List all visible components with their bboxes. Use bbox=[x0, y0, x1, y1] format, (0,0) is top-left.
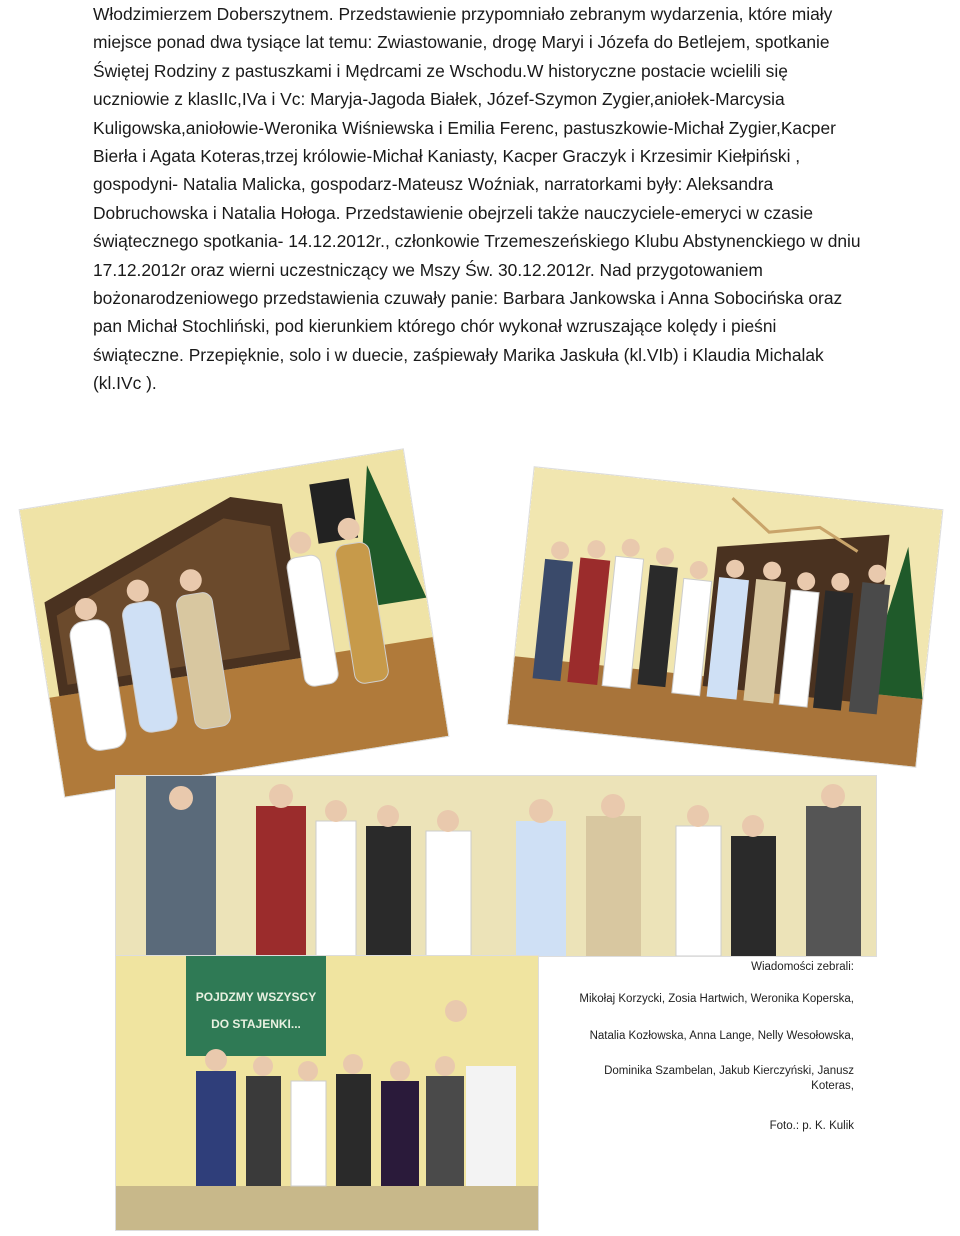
article-text: Włodzimierzem Doberszytnem. Przedstawienie przypomniało zebranym wydarzenia, które miały miejsce ponad dwa tysiące lat temu: Zwiastowanie, drogę Maryi i Józefa do Betlejem, spotkanie Świętej Rodziny z pastuszkami i Mędrcami ze Wschodu.W historyczne postacie wcielili się uczniowie z klasIIc,IVa i Vc: Maryja-Jagoda Białek, Józef-Szymon Zygier,aniołek-Marcysia Kuligowska,aniołowie-Weronika Wiśniewska i Emilia Ferenc, pastuszkowie-Michał Zygier,Kacper Bierła i Agata Koteras,trzej królowie-Michał Kaniasty, Kacper Graczyk i Krzesimir Kiełpiński , gospodyni- Natalia Malicka, gospodarz-Mateusz Woźniak, narratorkami były: Aleksandra Dobruchowska i Natalia Hołoga. Przedstawienie obejrzeli także nauczyciele-emeryci w czasie świątecznego spotkania- 14.12.2012r., członkowie Trzemeszeńskiego Klubu Abstynenckiego w dniu 17.12.2012r oraz wierni uczestniczący we Mszy Św. 30.12.2012r. Nad przygotowaniem bożonarodzeniowego przedstawienia czuwały panie: Barbara Jankowska i Anna Sobocińska oraz pan Michał Stochliński, pod kierunkiem którego chór wykonał wzruszające kolędy i pieśni świąteczne. Przepięknie, solo i w duecie, zaśpiewały Marika Jaskuła (kl.VIb) i Klaudia Michalak (kl.IVc ). bbox=[93, 4, 861, 394]
nativity-scene-1-image bbox=[20, 449, 449, 796]
nativity-photo-1 bbox=[20, 449, 449, 796]
nativity-photo-2 bbox=[508, 467, 943, 766]
credits-line-3: Dominika Szambelan, Jakub Kierczyński, Janusz Koteras, bbox=[604, 1065, 854, 1092]
credits-title: Wiadomości zebrali: bbox=[751, 961, 854, 973]
choir-photo bbox=[116, 956, 538, 1230]
choir-image bbox=[116, 956, 538, 1230]
banner-line-2: DO STAJENKI... bbox=[211, 1017, 301, 1031]
nativity-photo-3 bbox=[116, 776, 876, 956]
nativity-scene-2-image bbox=[508, 467, 943, 766]
credits-line-2: Natalia Kozłowska, Anna Lange, Nelly Wesołowska, bbox=[589, 1030, 854, 1042]
nativity-scene-3-image bbox=[116, 776, 876, 956]
credits-block bbox=[548, 960, 854, 1132]
credits-line-1: Mikołaj Korzycki, Zosia Hartwich, Weronika Koperska, bbox=[579, 993, 854, 1005]
banner-line-1: POJDZMY WSZYSCY bbox=[195, 990, 317, 1004]
photo-credit: Foto.: p. K. Kulik bbox=[769, 1120, 854, 1132]
